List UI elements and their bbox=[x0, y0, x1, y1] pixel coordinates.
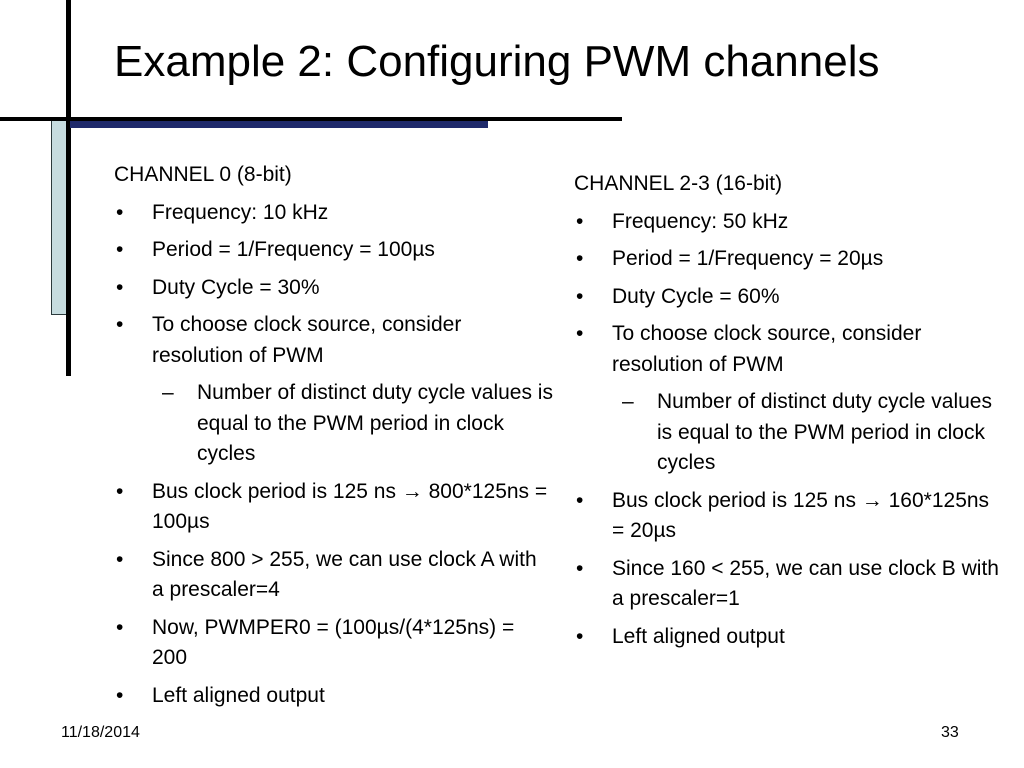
bullet-icon: • bbox=[116, 238, 124, 261]
list-item-text: Duty Cycle = 30% bbox=[152, 275, 320, 299]
list-item bbox=[574, 244, 1004, 275]
list-item-text: Period = 1/Frequency = 100µs bbox=[152, 238, 435, 261]
bullet-icon: • bbox=[116, 683, 124, 707]
bullet-icon: • bbox=[576, 284, 584, 308]
list-item bbox=[574, 319, 1004, 380]
list-item-text: Period = 1/Frequency = 20µs bbox=[612, 247, 884, 270]
list-item-text: Since 160 < 255, we can use clock B with a prescaler=1 bbox=[612, 556, 999, 610]
list-item bbox=[114, 545, 554, 606]
bullet-icon: • bbox=[116, 547, 124, 571]
bullet-icon: • bbox=[116, 275, 124, 299]
bullet-icon: • bbox=[576, 624, 584, 648]
list-item bbox=[114, 477, 554, 538]
dash-icon: – bbox=[622, 390, 634, 413]
slide-title: Example 2: Configuring PWM channels bbox=[114, 37, 880, 86]
list-item bbox=[574, 554, 1004, 615]
right-column bbox=[574, 169, 1004, 659]
list-item bbox=[574, 207, 1004, 238]
sub-list-item bbox=[574, 387, 1004, 479]
decorative-vertical-line bbox=[66, 0, 71, 376]
sub-list-item bbox=[114, 378, 554, 470]
list-item bbox=[114, 235, 554, 266]
channel-2-3-list bbox=[574, 207, 1004, 653]
bullet-icon: • bbox=[116, 479, 124, 503]
list-item bbox=[114, 681, 554, 712]
list-item bbox=[574, 282, 1004, 313]
sub-list-item-text: Number of distinct duty cycle values is equal to the PWM period in clock cycles bbox=[657, 390, 992, 474]
channel-0-heading: CHANNEL 0 (8-bit) bbox=[114, 163, 292, 186]
list-item-text: To choose clock source, consider resolution of PWM bbox=[612, 322, 922, 376]
bullet-icon: • bbox=[116, 200, 124, 224]
bullet-icon: • bbox=[576, 247, 584, 270]
dash-icon: – bbox=[162, 381, 174, 404]
list-item-text: Left aligned output bbox=[612, 624, 785, 648]
list-item bbox=[114, 198, 554, 229]
list-item-text: Frequency: 50 kHz bbox=[612, 209, 789, 233]
channel-0-list bbox=[114, 198, 554, 712]
list-item-text: Left aligned output bbox=[152, 683, 325, 707]
decorative-navy-bar bbox=[70, 121, 488, 128]
bullet-icon: • bbox=[576, 556, 584, 580]
list-item-text: Frequency: 10 kHz bbox=[152, 200, 329, 224]
bullet-icon: • bbox=[116, 615, 124, 639]
list-item-text: To choose clock source, consider resolution of PWM bbox=[152, 313, 462, 367]
decorative-teal-block bbox=[51, 121, 66, 315]
list-item bbox=[114, 273, 554, 304]
footer-date: 11/18/2014 bbox=[61, 724, 140, 741]
list-item bbox=[114, 310, 554, 371]
channel-2-3-heading: CHANNEL 2-3 (16-bit) bbox=[574, 172, 783, 195]
bullet-icon: • bbox=[576, 322, 584, 345]
sub-list-item-text: Number of distinct duty cycle values is equal to the PWM period in clock cycles bbox=[197, 381, 553, 465]
left-column bbox=[114, 160, 554, 718]
list-item-text: Now, PWMPER0 = (100µs/(4*125ns) = 200 bbox=[152, 615, 515, 669]
list-item bbox=[574, 486, 1004, 547]
bullet-icon: • bbox=[576, 488, 584, 512]
list-item-text: Bus clock period is 125 ns → 160*125ns = 20µs bbox=[612, 488, 990, 542]
list-item-text: Bus clock period is 125 ns → 800*125ns = 100µs bbox=[152, 479, 548, 533]
list-item bbox=[114, 613, 554, 674]
list-item bbox=[574, 622, 1004, 653]
list-item-text: Duty Cycle = 60% bbox=[612, 284, 780, 308]
bullet-icon: • bbox=[576, 209, 584, 233]
bullet-icon: • bbox=[116, 313, 124, 336]
list-item-text: Since 800 > 255, we can use clock A with a prescaler=4 bbox=[152, 547, 537, 601]
page-number: 33 bbox=[941, 724, 959, 741]
